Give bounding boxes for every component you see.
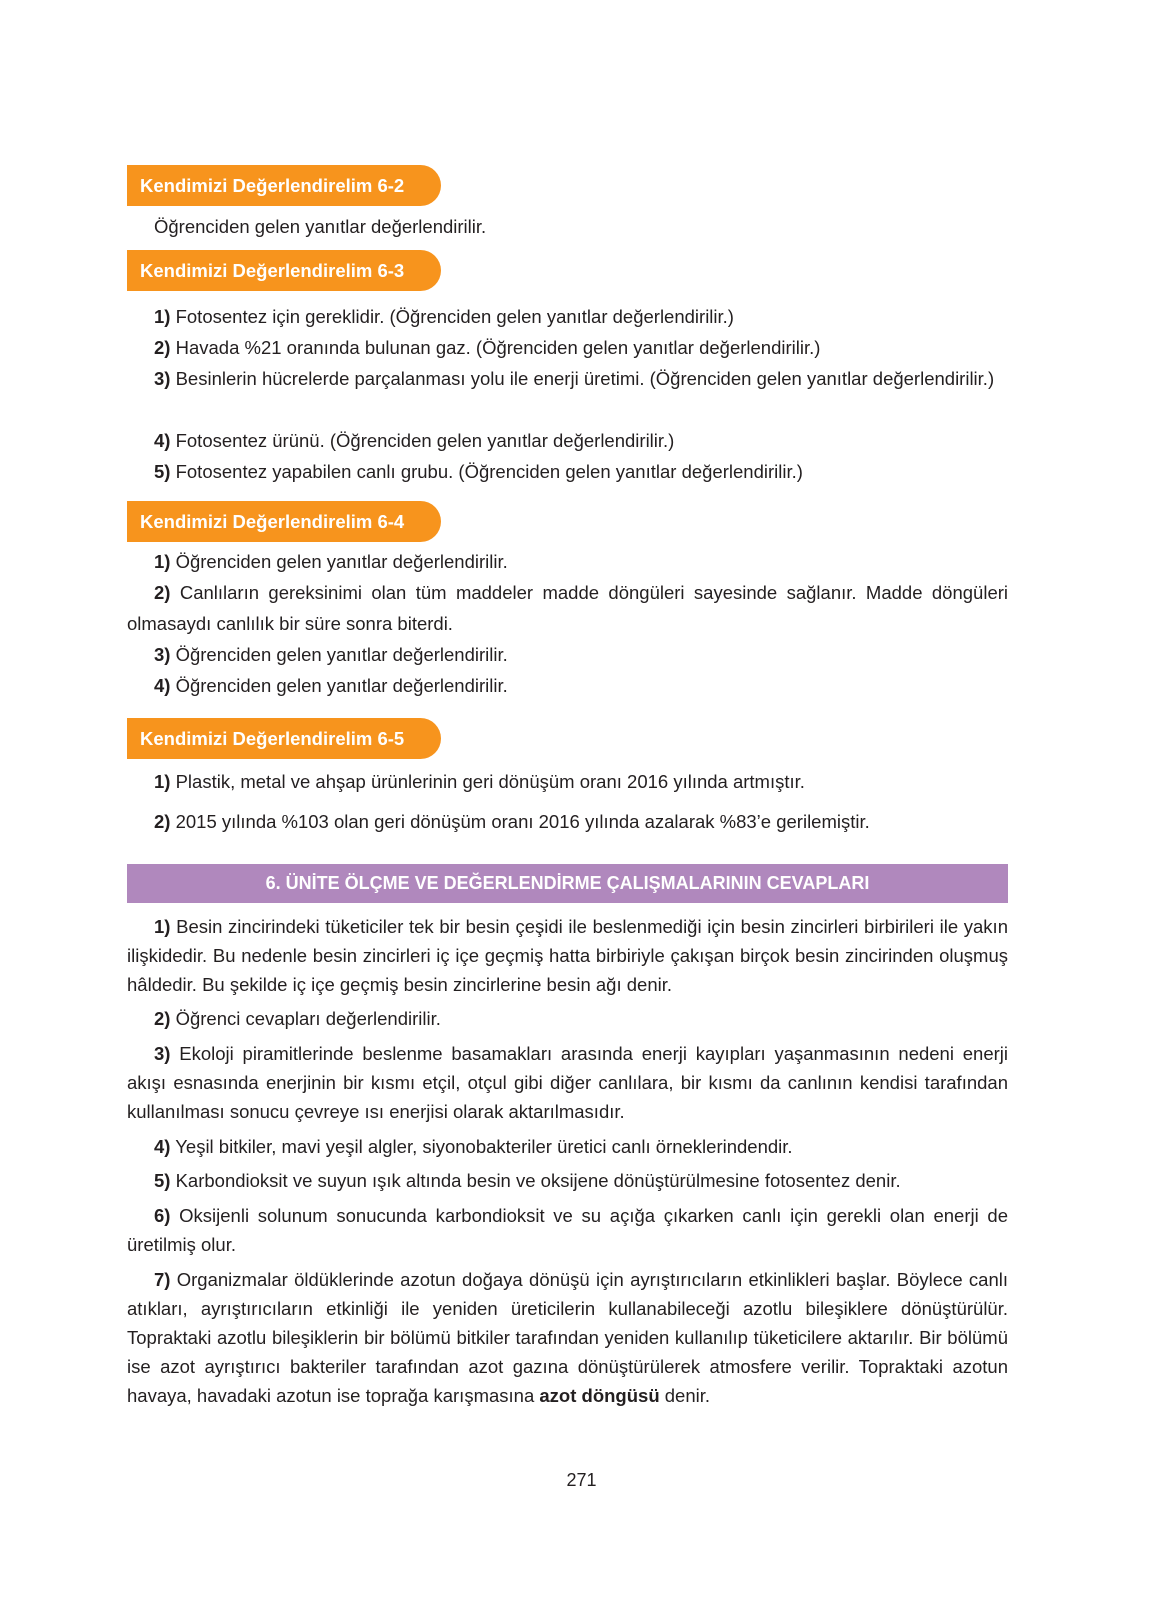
item-number: 4) bbox=[154, 430, 171, 451]
item-number: 1) bbox=[154, 916, 171, 937]
item-number: 4) bbox=[154, 675, 171, 696]
answer-text: Ekoloji piramitlerinde beslenme basamakları arasında enerji kayıpları yaşanmasının nedeni enerji akışı esnasında enerjinin bir kısmı etçil, otçul gibi diğer canlılara, bir kısmı da canlının kendisi tarafından kullanılması sonucu çevreye ısı enerjisi olarak aktarılmasıdır. bbox=[127, 1043, 1008, 1122]
unit-answer-7 bbox=[127, 1265, 1008, 1410]
item-number: 2) bbox=[154, 811, 171, 832]
answer-text: 2015 yılında %103 olan geri dönüşüm oranı 2016 yılında azalarak %83’e gerilemiştir. bbox=[170, 811, 870, 832]
item-number: 5) bbox=[154, 461, 171, 482]
item-number: 3) bbox=[154, 1043, 171, 1064]
item-number: 3) bbox=[154, 644, 171, 665]
answer-6-5-1 bbox=[127, 766, 1008, 797]
item-number: 1) bbox=[154, 771, 171, 792]
item-number: 1) bbox=[154, 551, 171, 572]
item-number: 7) bbox=[154, 1269, 171, 1290]
answer-text: Besin zincirindeki tüketiciler tek bir besin çeşidi ile beslenmediği için besin zincirleri birbirileri ile yakın ilişkidedir. Bu nedenle besin zincirleri iç içe geçmiş hatta birbiriyle çakışan birçok besin zincirinden oluşmuş hâldedir. Bu şekilde iç içe geçmiş besin zincirlerine besin ağı denir. bbox=[127, 916, 1008, 995]
answer-6-3-5 bbox=[127, 456, 1008, 487]
item-number: 1) bbox=[154, 306, 171, 327]
answer-6-2 bbox=[127, 211, 1008, 242]
answer-6-5-2 bbox=[127, 806, 1008, 837]
section-header-6-2: Kendimizi Değerlendirelim 6-2 bbox=[127, 165, 441, 206]
answer-6-3-3 bbox=[127, 363, 1008, 394]
answer-text: Organizmalar öldüklerinde azotun doğaya dönüşü için ayrıştırıcıların etkinlikleri başlar. Böylece canlı atıkları, ayrıştırıcıların etkinliği ile yeniden üreticilerin kullanabileceği azotlu bileşiklere dönüştürülür. Topraktaki azotlu bileşiklerin bir bölümü bitkiler tarafından yeniden kullanılıp tüketicilere aktarılır. Bir bölümü ise azot ayrıştırıcı bakteriler tarafından azot gazına dönüştürülerek atmosfere verilir. Topraktaki azotun havaya, havadaki azotun ise toprağa karışmasına bbox=[127, 1269, 1008, 1406]
item-number: 2) bbox=[154, 337, 171, 358]
section-header-6-3: Kendimizi Değerlendirelim 6-3 bbox=[127, 250, 441, 291]
answer-text: Öğrenci cevapları değerlendirilir. bbox=[170, 1008, 441, 1029]
answer-6-3-4 bbox=[127, 425, 1008, 456]
answer-text: Canlıların gereksinimi olan tüm maddeler madde döngüleri sayesinde sağlanır. Madde döngüleri olmasaydı canlılık bir süre sonra biterdi. bbox=[127, 582, 1008, 634]
item-number: 4) bbox=[154, 1136, 171, 1157]
answer-text: Fotosentez için gereklidir. (Öğrenciden gelen yanıtlar değerlendirilir.) bbox=[170, 306, 734, 327]
answer-text: Oksijenli solunum sonucunda karbondioksit ve su açığa çıkarken canlı için gerekli olan enerji de üretilmiş olur. bbox=[127, 1205, 1008, 1255]
answer-text: Öğrenciden gelen yanıtlar değerlendirilir. bbox=[154, 216, 487, 237]
item-number: 5) bbox=[154, 1170, 171, 1191]
page-number: 271 bbox=[566, 1470, 597, 1490]
answer-text: Besinlerin hücrelerde parçalanması yolu ile enerji üretimi. (Öğrenciden gelen yanıtlar değerlendirilir.) bbox=[170, 368, 995, 389]
item-number: 2) bbox=[154, 1008, 171, 1029]
answer-6-4-2 bbox=[127, 577, 1008, 639]
answer-6-3-1 bbox=[127, 301, 1008, 332]
unit-answer-4 bbox=[127, 1132, 1008, 1161]
item-number: 6) bbox=[154, 1205, 171, 1226]
answer-6-4-1 bbox=[127, 546, 1008, 577]
answer-text: Karbondioksit ve suyun ışık altında besin ve oksijene dönüştürülmesine fotosentez denir. bbox=[170, 1170, 901, 1191]
unit-answer-5 bbox=[127, 1166, 1008, 1195]
answer-text-tail: denir. bbox=[659, 1385, 711, 1406]
bold-term: azot döngüsü bbox=[539, 1385, 660, 1406]
answer-text: Öğrenciden gelen yanıtlar değerlendirilir. bbox=[170, 644, 508, 665]
answer-text: Öğrenciden gelen yanıtlar değerlendirilir. bbox=[170, 551, 508, 572]
answer-6-4-3 bbox=[127, 639, 1008, 670]
unit-answer-3 bbox=[127, 1039, 1008, 1126]
unit-answer-6 bbox=[127, 1201, 1008, 1259]
answer-text: Plastik, metal ve ahşap ürünlerinin geri dönüşüm oranı 2016 yılında artmıştır. bbox=[170, 771, 805, 792]
answer-text: Öğrenciden gelen yanıtlar değerlendirilir. bbox=[170, 675, 508, 696]
unit-answer-1 bbox=[127, 912, 1008, 999]
answer-6-4-4 bbox=[127, 670, 1008, 701]
answer-text: Fotosentez yapabilen canlı grubu. (Öğrenciden gelen yanıtlar değerlendirilir.) bbox=[170, 461, 803, 482]
unit-answers-header: 6. ÜNİTE ÖLÇME VE DEĞERLENDİRME ÇALIŞMALARININ CEVAPLARI bbox=[127, 864, 1008, 903]
unit-answer-2 bbox=[127, 1004, 1008, 1033]
item-number: 2) bbox=[154, 582, 171, 603]
item-number: 3) bbox=[154, 368, 171, 389]
answer-text: Fotosentez ürünü. (Öğrenciden gelen yanıtlar değerlendirilir.) bbox=[170, 430, 675, 451]
answer-6-3-2 bbox=[127, 332, 1008, 363]
answer-text: Havada %21 oranında bulunan gaz. (Öğrenciden gelen yanıtlar değerlendirilir.) bbox=[170, 337, 821, 358]
section-header-6-4: Kendimizi Değerlendirelim 6-4 bbox=[127, 501, 441, 542]
answer-text: Yeşil bitkiler, mavi yeşil algler, siyonobakteriler üretici canlı örneklerindendir. bbox=[170, 1136, 793, 1157]
section-header-6-5: Kendimizi Değerlendirelim 6-5 bbox=[127, 718, 441, 759]
